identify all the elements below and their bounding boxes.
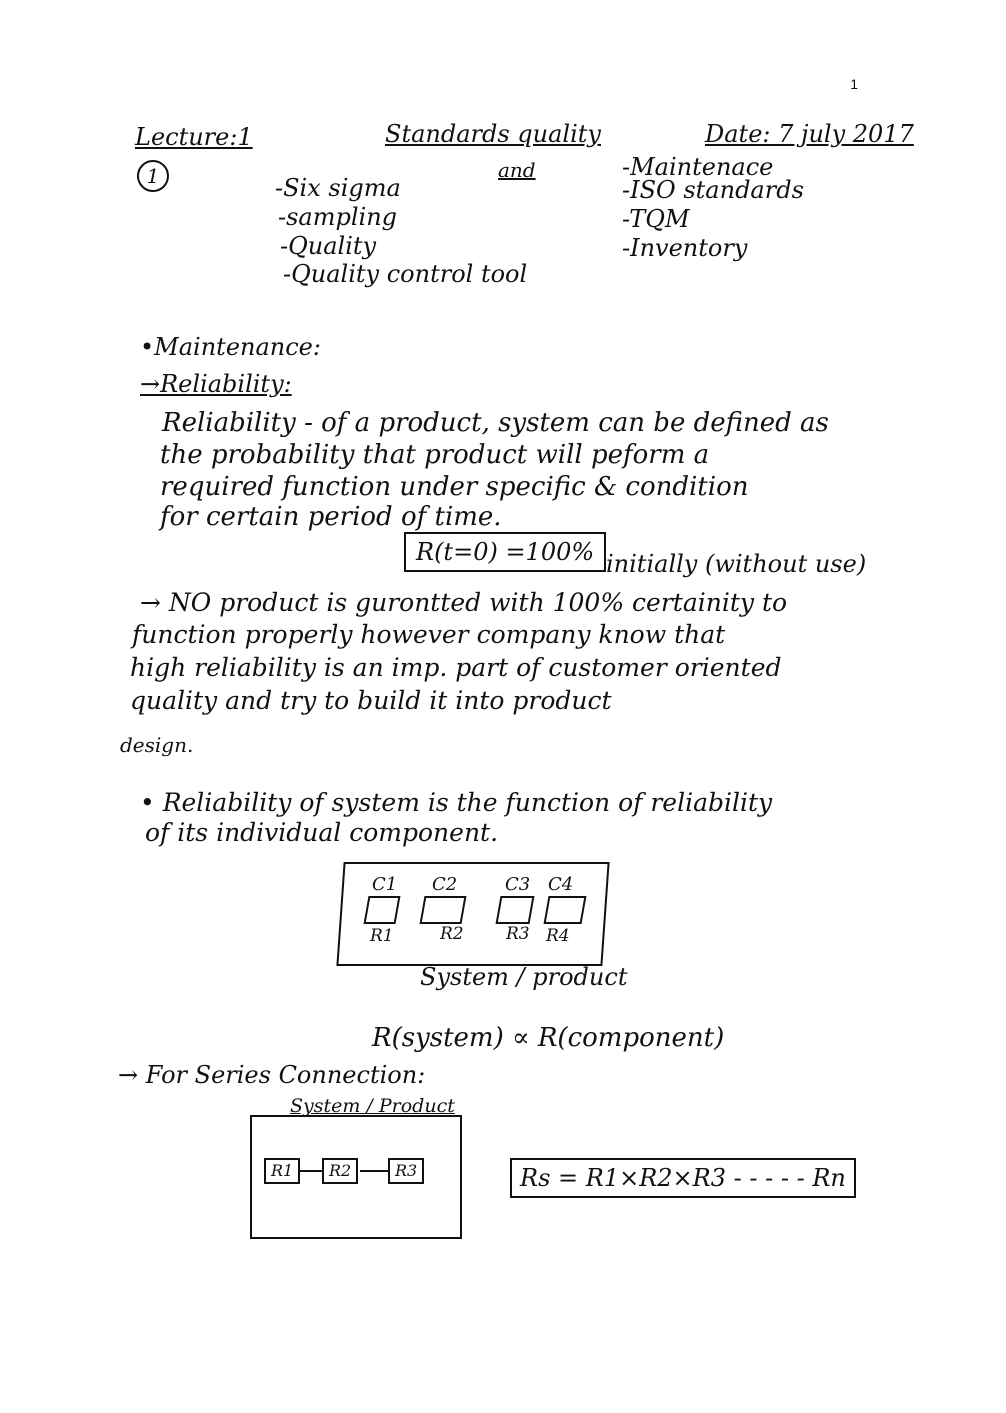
system-line: • Reliability of system is the function of reliability bbox=[140, 788, 773, 817]
paragraph-line: function properly however company know that bbox=[132, 620, 726, 649]
component-label: C4 bbox=[548, 874, 574, 895]
lecture-title: Standards quality bbox=[385, 120, 601, 148]
series-caption: System / Product bbox=[290, 1095, 455, 1117]
topic-item: -ISO standards bbox=[622, 176, 804, 204]
series-block: R1 bbox=[264, 1158, 300, 1184]
topic-item: -Six sigma bbox=[275, 174, 401, 202]
definition-line: the probability that product will peform a bbox=[160, 440, 710, 470]
lecture-number-circle: 1 bbox=[137, 160, 169, 192]
reliability-label: R1 bbox=[370, 926, 394, 946]
reliability-label: R2 bbox=[440, 924, 464, 944]
definition-line: Reliability - of a product, system can be defined as bbox=[162, 408, 829, 438]
series-block: R2 bbox=[322, 1158, 358, 1184]
lecture-date: Date: 7 july 2017 bbox=[705, 120, 914, 148]
topic-item: -sampling bbox=[278, 203, 398, 231]
formula-initial-note: initially (without use) bbox=[606, 550, 867, 578]
formula-initial-box: R(t=0) =100% bbox=[404, 532, 606, 572]
topic-item: -TQM bbox=[622, 205, 690, 233]
topic-item: -Maintenace bbox=[622, 153, 774, 181]
component-block bbox=[496, 896, 535, 924]
paragraph-line: design. bbox=[120, 733, 194, 757]
lecture-label: Lecture:1 bbox=[135, 123, 253, 151]
component-block bbox=[364, 896, 401, 924]
page-number: 1 bbox=[850, 76, 858, 92]
series-formula-box: Rs = R1×R2×R3 - - - - - Rn bbox=[510, 1158, 856, 1198]
component-label: C1 bbox=[372, 874, 398, 895]
reliability-label: R4 bbox=[546, 926, 570, 946]
diagram-caption: System / product bbox=[420, 963, 628, 991]
topic-item: -Quality control tool bbox=[283, 260, 528, 288]
component-label: C3 bbox=[505, 874, 531, 895]
definition-line: required function under specific & condition bbox=[160, 472, 749, 502]
component-block bbox=[544, 896, 587, 924]
component-label: C2 bbox=[432, 874, 458, 895]
lecture-title-and: and bbox=[498, 158, 536, 182]
section-maintenance: •Maintenance: bbox=[140, 333, 321, 361]
series-block: R3 bbox=[388, 1158, 424, 1184]
reliability-label: R3 bbox=[506, 924, 530, 944]
series-connector bbox=[360, 1170, 388, 1172]
series-heading: → For Series Connection: bbox=[118, 1061, 426, 1089]
paragraph-line: high reliability is an imp. part of customer oriented bbox=[130, 653, 782, 682]
series-connector bbox=[300, 1170, 322, 1172]
system-line: of its individual component. bbox=[145, 818, 499, 847]
topic-item: -Quality bbox=[280, 232, 377, 260]
definition-line: for certain period of time. bbox=[160, 502, 502, 532]
section-reliability: →Reliability: bbox=[140, 370, 292, 398]
topic-item: -Inventory bbox=[622, 234, 748, 262]
proportional-formula: R(system) ∝ R(component) bbox=[372, 1023, 725, 1053]
paragraph-line: → NO product is gurontted with 100% certainity to bbox=[140, 588, 788, 617]
paragraph-line: quality and try to build it into product bbox=[130, 686, 612, 715]
component-block bbox=[420, 896, 467, 924]
